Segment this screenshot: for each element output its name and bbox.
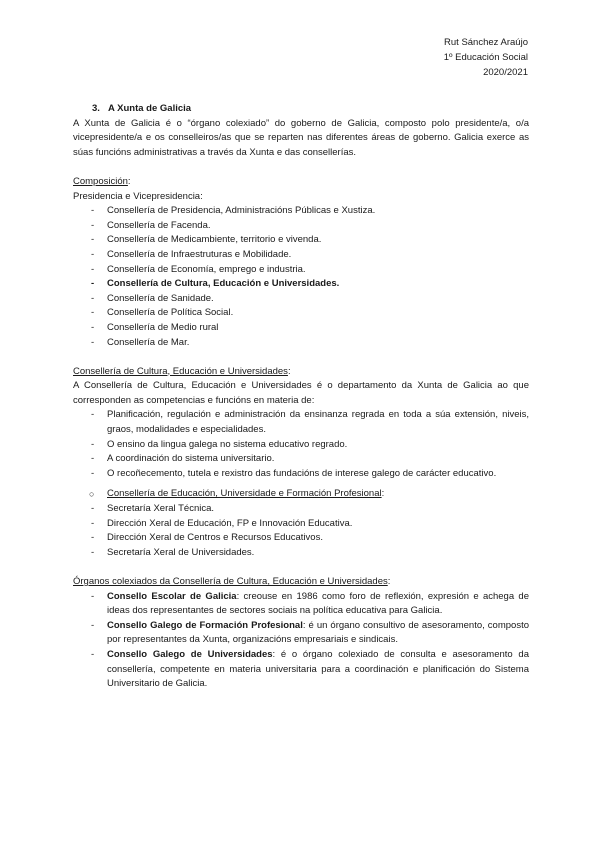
list-item: - Consellería de Infraestruturas e Mobilidade. (73, 248, 529, 263)
culture-list (73, 408, 529, 481)
list-item: - Secretaría Xeral de Universidades. (73, 546, 529, 561)
page-header (444, 35, 528, 80)
organs-list (73, 590, 529, 692)
course-name: 1º Educación Social (443, 52, 528, 63)
list-item: - Consellería de Presidencia, Administracións Públicas e Xustiza. (73, 204, 529, 219)
section-title (73, 102, 529, 117)
list-item (73, 619, 529, 648)
section-title-text: A Xunta de Galicia (108, 103, 192, 114)
list-item: - Consellería de Mar. (73, 336, 529, 351)
list-item: - Consellería de Facenda. (73, 219, 529, 234)
organ-description: : é un órgano consultivo de asesoramento, composto por representantes da Xunta, organizacións empresariais e sindicais. (107, 619, 529, 646)
composition-subheading: Presidencia e Vicepresidencia: (73, 190, 203, 202)
organ-name: Consello Galego de Universidades (107, 648, 273, 660)
culture-intro: A Consellería de Cultura, Educación e Universidades é o departamento da Xunta de Galicia ao que corresponden as competencias e funcións en materia de: (73, 380, 529, 406)
list-item: - Dirección Xeral de Centros e Recursos Educativos. (73, 531, 529, 546)
organs-heading: Órganos colexiados da Consellería de Cultura, Educación e Universidades: (73, 576, 391, 587)
organ-description: : é o órgano colexiado de consulta e asesoramento da consellería, competente en materia universitaria para a coordinación e planificación do Sistema Universitario de Galicia. (107, 648, 529, 690)
list-item: - Consellería de Medio rural (73, 321, 529, 336)
list-item: - O recoñecemento, tutela e rexistro das fundacións de interese galego de carácter educativo. (73, 467, 529, 482)
circle-bullet-icon: ○ (89, 489, 95, 500)
section-intro: A Xunta de Galicia é o “órgano colexiado” do goberno de Galicia, composto polo presidente/a, o/a vicepresidente/a e os conselleiros/as que se reparten nas diferentes áreas de goberno. Galicia exerce as súas funcións administrativas a través da Xunta e das consellerías. (73, 117, 529, 158)
document-body (73, 102, 529, 692)
composition-list (73, 204, 529, 350)
organ-description: : creouse en 1986 como foro de reflexión, expresión e achega de ideas dos representantes de sectores sociais na política educativa para Galicia. (107, 590, 529, 617)
list-item: - A coordinación do sistema universitario. (73, 452, 529, 467)
list-item (73, 590, 529, 619)
organ-name: Consello Escolar de Galicia (107, 590, 237, 602)
list-item: - Secretaría Xeral Técnica. (73, 502, 529, 517)
academic-year: 2020/2021 (483, 67, 528, 78)
list-item: - Consellería de Sanidade. (73, 292, 529, 307)
list-item: - Consellería de Economía, emprego e industria. (73, 263, 529, 278)
list-item (73, 648, 529, 692)
list-item: - Planificación, regulación e administración da ensinanza regrada en toda a súa extensión, niveis, graos, modalidades e especialidades. (73, 408, 529, 437)
section-number: 3. (92, 103, 100, 114)
list-item: - O ensino da lingua galega no sistema educativo regrado. (73, 438, 529, 453)
list-item-highlighted: - Consellería de Cultura, Educación e Universidades. (73, 277, 529, 292)
organ-name: Consello Galego de Formación Profesional (107, 619, 303, 631)
list-item: - Dirección Xeral de Educación, FP e Innovación Educativa. (73, 517, 529, 532)
list-item: - Consellería de Medicambiente, territorio e vivenda. (73, 233, 529, 248)
author-name: Rut Sánchez Araújo (444, 37, 528, 48)
composition-heading: Composición: (73, 175, 131, 187)
list-item: - Consellería de Política Social. (73, 306, 529, 321)
education-list (73, 502, 529, 560)
education-heading: ○ Consellería de Educación, Universidade e Formación Profesional: (73, 487, 529, 502)
culture-heading: Consellería de Cultura, Educación e Universidades: (73, 365, 291, 377)
